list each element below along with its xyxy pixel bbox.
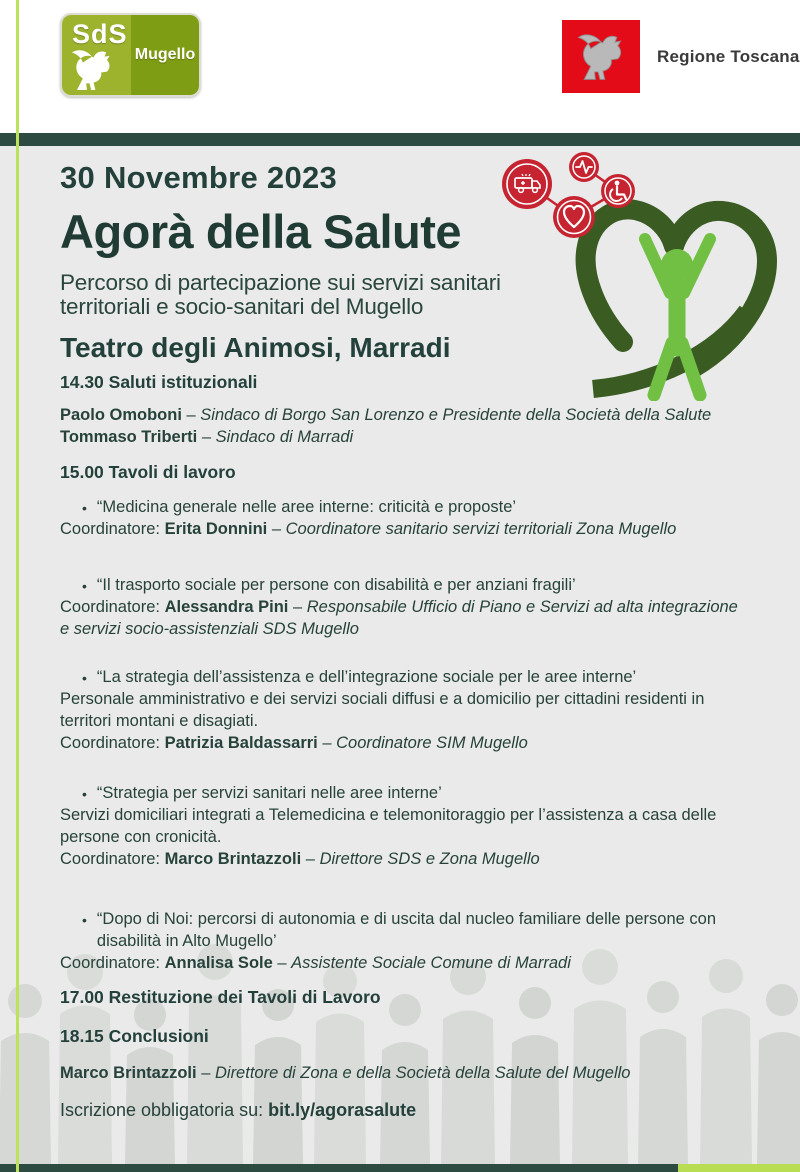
coordinator-line xyxy=(60,597,750,641)
registration-link[interactable]: bit.ly/agorasalute xyxy=(268,1099,417,1120)
sds-mugello-logo xyxy=(60,13,201,97)
speaker-name: Tommaso Triberti xyxy=(60,427,198,446)
coordinator-label: Coordinatore: xyxy=(60,734,160,753)
speaker-role: Sindaco di Borgo San Lorenzo e Presidente della Società della Salute xyxy=(200,405,712,424)
regione-toscana-logo xyxy=(562,20,800,93)
coordinator-role: Assistente Sociale Comune di Marradi xyxy=(291,953,571,972)
schedule-heading-restituzione: 17.00 Restituzione dei Tavoli di Lavoro xyxy=(60,986,381,1007)
coordinator-label: Coordinatore: xyxy=(60,849,160,868)
worktable-title-line xyxy=(60,909,750,953)
closing-speaker-line xyxy=(60,1063,750,1085)
speaker-line xyxy=(60,405,750,427)
bullet-icon: • xyxy=(82,578,87,595)
dash: – xyxy=(271,520,282,539)
speaker-role: Direttore di Zona e della Società della Salute del Mugello xyxy=(214,1063,631,1082)
coordinator-name: Annalisa Sole xyxy=(164,953,273,972)
dash: – xyxy=(201,427,212,446)
worktable-item xyxy=(60,497,750,541)
bottom-band-light-segment xyxy=(678,1164,800,1172)
bullet-icon: • xyxy=(82,786,87,803)
coordinator-role: Coordinatore sanitario servizi territoriali Zona Mugello xyxy=(285,520,677,539)
worktable-description: Servizi domiciliari integrati a Telemedicina e telemonitoraggio per l’assistenza a casa delle persone con cronicità. xyxy=(60,806,717,847)
coordinator-label: Coordinatore: xyxy=(60,598,160,617)
coordinator-line xyxy=(60,733,750,755)
sds-logo-right-panel xyxy=(131,15,199,95)
worktable-title-line xyxy=(60,575,750,597)
worktable-title: “Dopo di Noi: percorsi di autonomia e di uscita dal nucleo familiare delle persone con disabilità in Alto Mugello’ xyxy=(96,909,716,950)
event-title: Agorà della Salute xyxy=(60,205,462,258)
schedule-heading-saluti: 14.30 Saluti istituzionali xyxy=(60,371,258,392)
content-panel xyxy=(0,146,800,1164)
worktable-item xyxy=(60,909,750,975)
worktable-item xyxy=(60,575,750,641)
sds-logo-left-panel xyxy=(62,15,131,95)
dash: – xyxy=(305,849,315,868)
worktable-title-line xyxy=(60,667,750,689)
event-subtitle: Percorso di partecipazione sui servizi sanitari territoriali e socio-sanitari del Mugello xyxy=(60,270,501,320)
toscana-red-square xyxy=(562,20,640,93)
speaker-name: Paolo Omoboni xyxy=(60,405,182,424)
worktable-title-line xyxy=(60,783,750,805)
coordinator-line xyxy=(60,519,750,541)
event-venue: Teatro degli Animosi, Marradi xyxy=(60,331,451,363)
speakers-block xyxy=(60,405,750,449)
coordinator-name: Marco Brintazzoli xyxy=(164,849,302,868)
coordinator-role: Responsabile Ufficio di Piano e Servizi ad alta integrazione e servizi socio-assistenziali SDS Mugello xyxy=(60,598,738,639)
bullet-icon: • xyxy=(82,911,87,928)
speaker-name: Marco Brintazzoli xyxy=(60,1063,197,1082)
dash: – xyxy=(186,405,196,424)
worktable-description: Personale amministrativo e dei servizi sociali diffusi e a domicilio per cittadini residenti in territori montani e disagiati. xyxy=(60,690,705,731)
left-accent-stripe xyxy=(16,0,19,1172)
event-date: 30 Novembre 2023 xyxy=(60,160,338,195)
poster-body xyxy=(0,146,800,1121)
coordinator-name: Erita Donnini xyxy=(164,520,268,539)
coordinator-name: Alessandra Pini xyxy=(164,598,289,617)
pegasus-icon xyxy=(572,29,630,85)
bullet-icon: • xyxy=(82,500,87,517)
bottom-band-dark-segment xyxy=(0,1164,678,1172)
dash: – xyxy=(201,1063,211,1082)
dash: – xyxy=(277,953,287,972)
dash: – xyxy=(322,734,332,753)
worktable-title-line xyxy=(60,497,750,519)
bottom-divider-band xyxy=(0,1164,800,1172)
worktable-item xyxy=(60,667,750,755)
registration-line xyxy=(60,1100,750,1121)
sds-region-label: Mugello xyxy=(134,46,196,63)
schedule-heading-conclusioni: 18.15 Conclusioni xyxy=(60,1025,209,1046)
pegasus-icon xyxy=(66,45,118,95)
worktable-title: “Il trasporto sociale per persone con disabilità e per anziani fragili’ xyxy=(96,576,576,595)
header xyxy=(0,0,800,133)
worktable-title: “La strategia dell’assistenza e dell’integrazione sociale per le aree interne’ xyxy=(96,668,637,687)
coordinator-label: Coordinatore: xyxy=(60,520,160,539)
worktable-title: “Medicina generale nelle aree interne: criticità e proposte’ xyxy=(96,498,517,517)
registration-label: Iscrizione obbligatoria su: xyxy=(60,1099,264,1120)
coordinator-role: Direttore SDS e Zona Mugello xyxy=(319,849,540,868)
speaker-role: Sindaco di Marradi xyxy=(215,427,354,446)
coordinator-line xyxy=(60,849,750,871)
coordinator-label: Coordinatore: xyxy=(60,953,160,972)
dash: – xyxy=(292,598,303,617)
schedule-heading-tavoli: 15.00 Tavoli di lavoro xyxy=(60,462,236,483)
bullet-icon: • xyxy=(82,670,87,687)
coordinator-line xyxy=(60,953,750,975)
sds-acronym: SdS xyxy=(72,19,128,49)
coordinator-role: Coordinatore SIM Mugello xyxy=(336,734,528,753)
worktable-item xyxy=(60,783,750,871)
toscana-label: Regione Toscana xyxy=(657,46,800,66)
coordinator-name: Patrizia Baldassarri xyxy=(164,734,318,753)
worktable-title: “Strategia per servizi sanitari nelle aree interne’ xyxy=(96,784,442,803)
speaker-line xyxy=(60,427,750,449)
